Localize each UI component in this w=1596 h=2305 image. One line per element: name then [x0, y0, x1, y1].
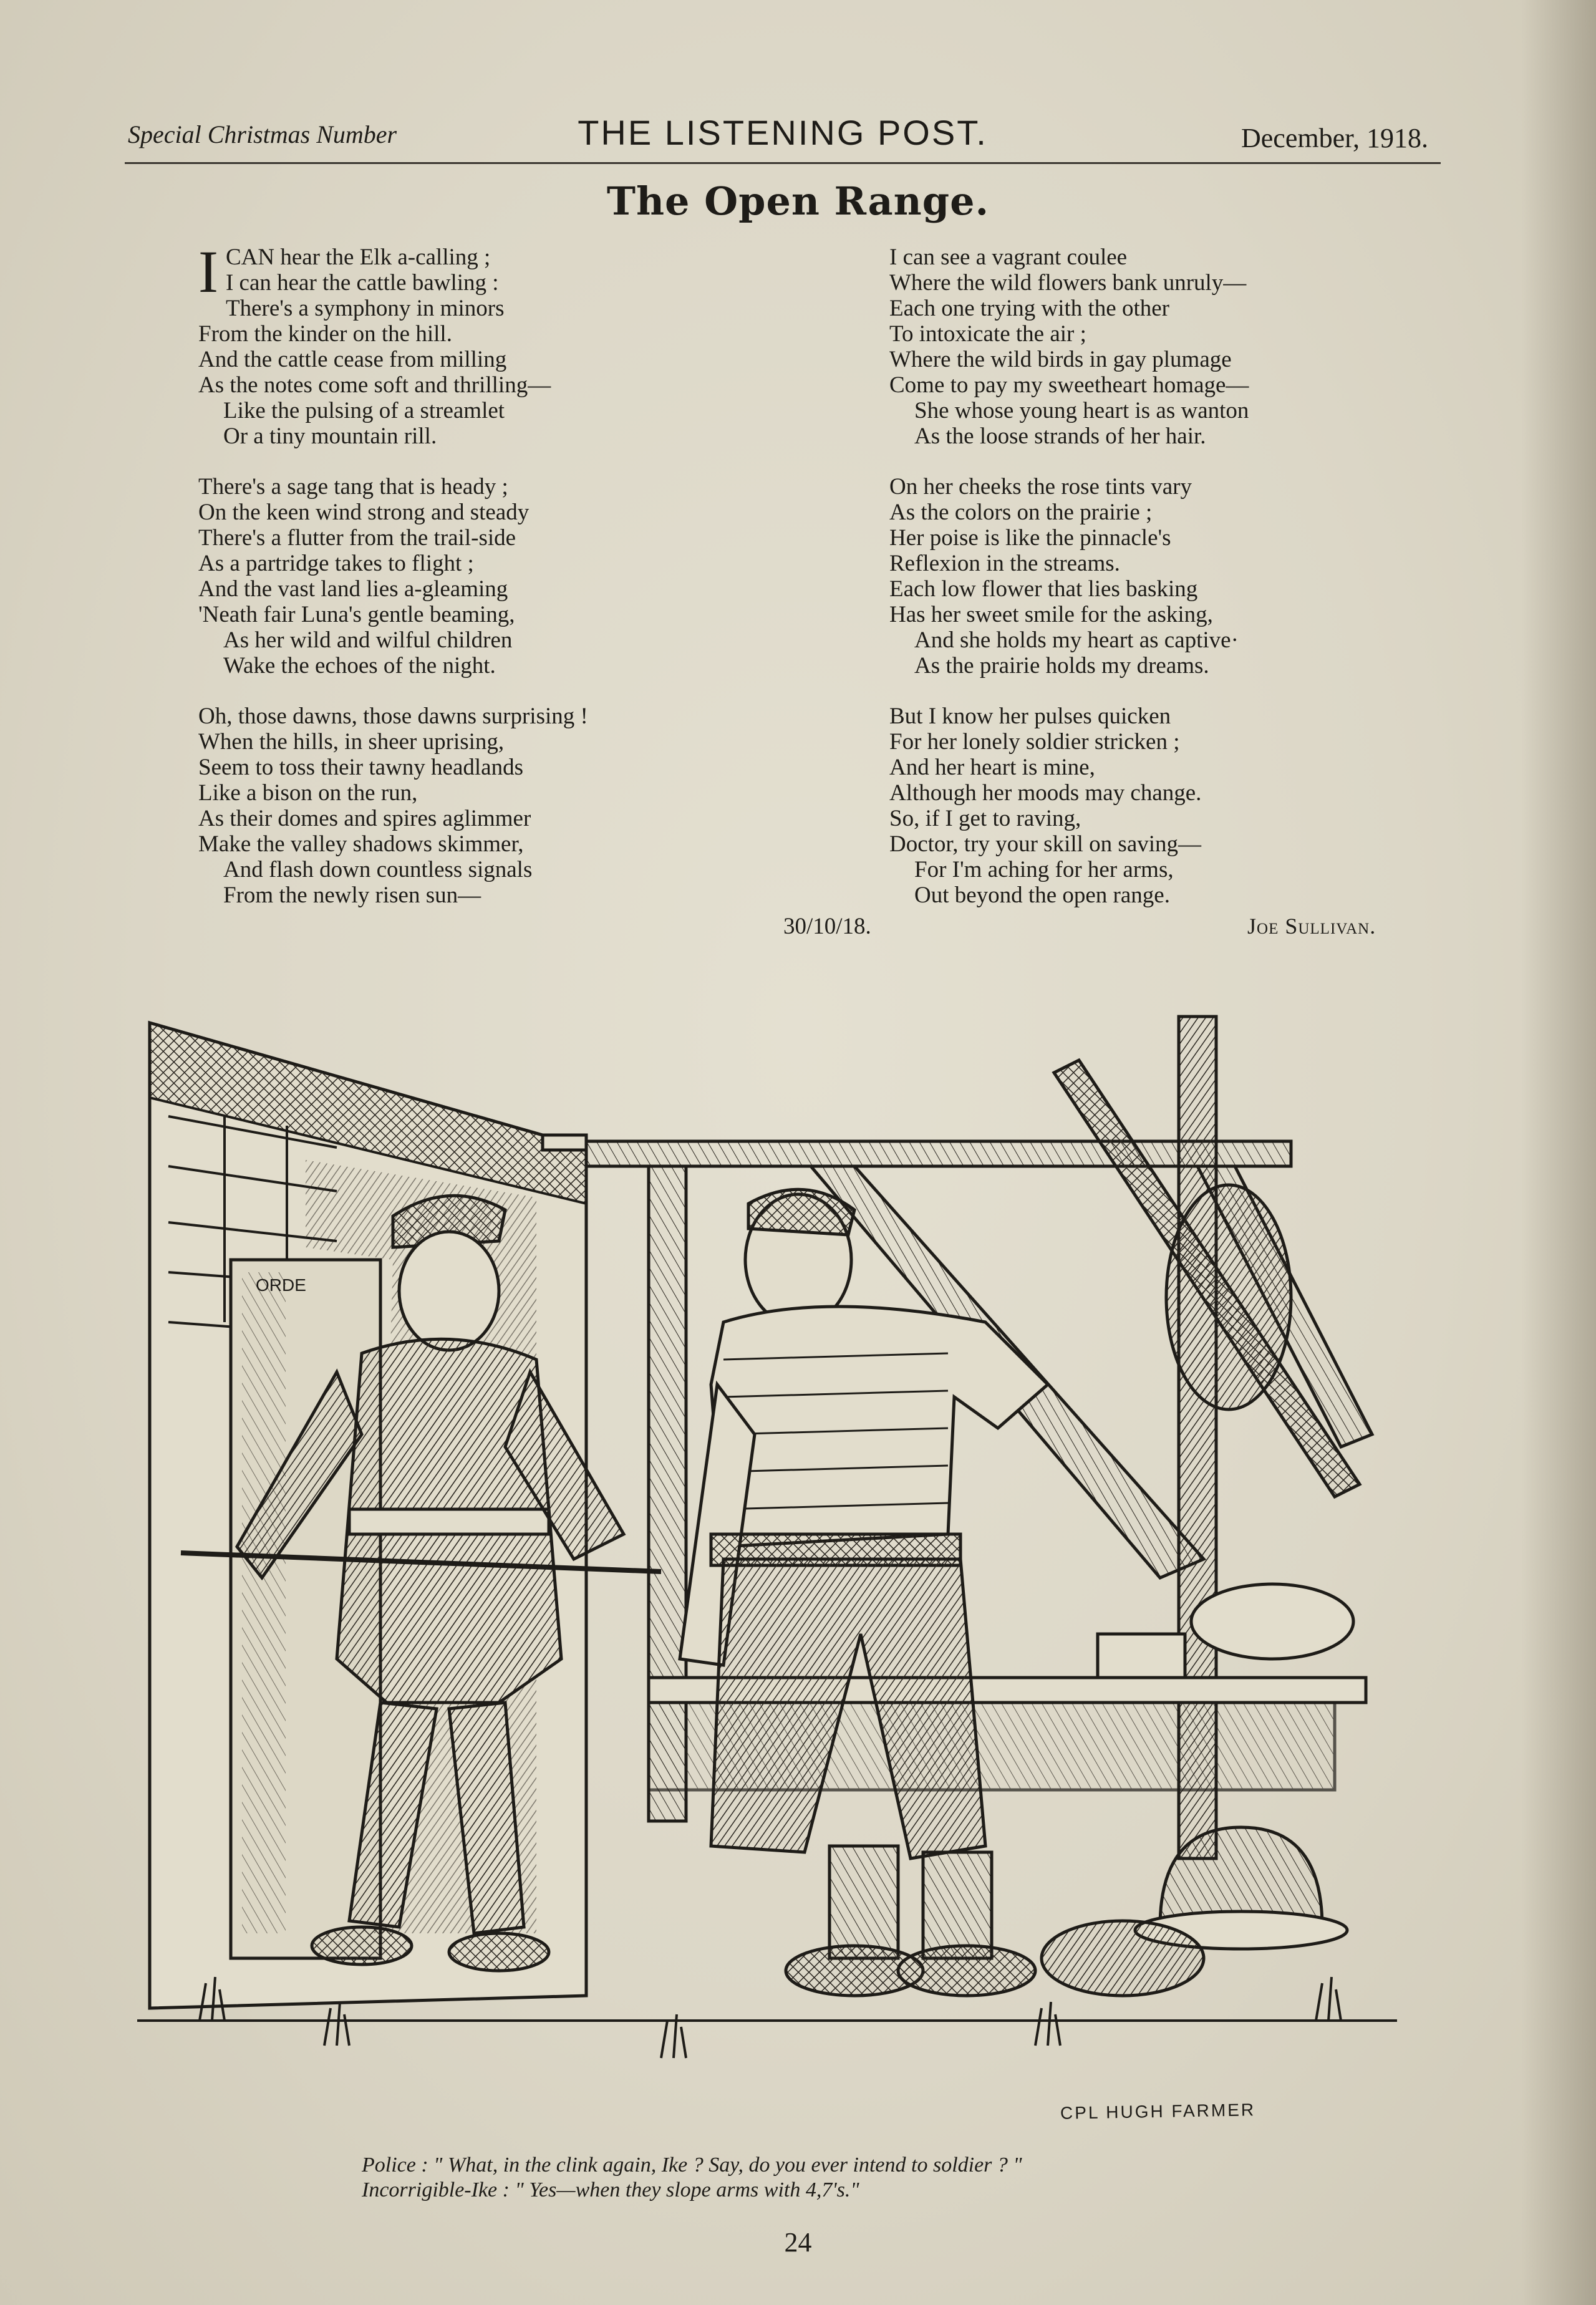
- poem-left-column: [198, 238, 722, 933]
- poem-line: From the newly risen sun—: [223, 882, 481, 908]
- poem-stanza: [889, 244, 1413, 449]
- poem-title: The Open Range.: [606, 178, 990, 224]
- page-number: 24: [784, 2227, 812, 2258]
- caption-speaker: Police :: [362, 2153, 428, 2177]
- poem-line: Although her moods may change.: [889, 780, 1202, 806]
- poem-line: Each low flower that lies basking: [889, 576, 1198, 602]
- prisoner-figure: [680, 1189, 1048, 1996]
- poem-line: On her cheeks the rose tints vary: [889, 474, 1192, 500]
- poem-line: And her heart is mine,: [889, 755, 1095, 780]
- poem-line: There's a sage tang that is heady ;: [198, 474, 508, 500]
- poem-line: When the hills, in sheer uprising,: [198, 729, 505, 755]
- poem-line: And the cattle cease from milling: [198, 347, 507, 372]
- poem-stanza: [198, 474, 722, 679]
- poem-line: On the keen wind strong and steady: [198, 500, 530, 525]
- poem-line: Doctor, try your skill on saving—: [889, 831, 1202, 857]
- poem-stanza: [889, 474, 1413, 679]
- poem-stanza: [198, 703, 722, 908]
- poem-line: As the notes come soft and thrilling—: [198, 372, 551, 398]
- page-spine-shadow: [1521, 0, 1596, 2305]
- poem-line: As the prairie holds my dreams.: [914, 653, 1209, 679]
- poem-line: Where the wild birds in gay plumage: [889, 347, 1232, 372]
- poem-line: But I know her pulses quicken: [889, 703, 1171, 729]
- caption-line: [362, 2178, 1022, 2203]
- drop-cap: I: [198, 238, 218, 305]
- poem-line: As a partridge takes to flight ;: [198, 551, 474, 576]
- poem-line: Out beyond the open range.: [914, 882, 1170, 908]
- poem-line: Come to pay my sweetheart homage—: [889, 372, 1249, 398]
- poem-line: 'Neath fair Luna's gentle beaming,: [198, 602, 515, 627]
- poem-line: As their domes and spires aglimmer: [198, 806, 531, 831]
- poem-line: As the loose strands of her hair.: [914, 423, 1206, 449]
- poem-stanza: [198, 238, 722, 449]
- poem-line: And flash down countless signals: [223, 857, 533, 882]
- poem-line: Like a bison on the run,: [198, 780, 418, 806]
- poem-line: For I'm aching for her arms,: [914, 857, 1174, 882]
- poem-stanza: [889, 703, 1413, 908]
- poem-line: Has her sweet smile for the asking,: [889, 602, 1213, 627]
- poem-line: As her wild and wilful children: [223, 627, 513, 653]
- poem-line: Like the pulsing of a streamlet: [223, 398, 505, 423]
- poem-line: She whose young heart is as wanton: [914, 398, 1249, 423]
- poem-line: Seem to toss their tawny headlands: [198, 755, 523, 780]
- poem-line: And she holds my heart as captive·: [914, 627, 1239, 653]
- poem-line: So, if I get to raving,: [889, 806, 1081, 831]
- poem-line: And the vast land lies a-gleaming: [198, 576, 508, 602]
- door-sign: ORDE: [256, 1275, 306, 1295]
- poem-line: I can see a vagrant coulee: [889, 244, 1128, 270]
- poem-author: Joe Sullivan.: [1247, 914, 1376, 939]
- poem-line: Make the valley shadows skimmer,: [198, 831, 524, 857]
- caption-speaker: Incorrigible-Ike :: [362, 2178, 510, 2201]
- poem-line: Her poise is like the pinnacle's: [889, 525, 1171, 551]
- poem-line: Where the wild flowers bank unruly—: [889, 270, 1247, 296]
- header-masthead: THE LISTENING POST.: [578, 113, 988, 152]
- poem-line: Wake the echoes of the night.: [223, 653, 496, 679]
- caption-text: " Yes—when they slope arms with 4,7's.": [515, 2178, 859, 2201]
- helmet-and-pack: [1042, 1827, 1347, 1996]
- caption-line: [362, 2153, 1022, 2178]
- poem-line: Reflexion in the streams.: [889, 551, 1120, 576]
- poem-right-column: [889, 244, 1413, 933]
- poem-line: For her lonely soldier stricken ;: [889, 729, 1180, 755]
- poem-line: From the kinder on the hill.: [198, 321, 452, 347]
- poem-line: I can hear the cattle bawling :: [225, 270, 499, 296]
- poem-line: CAN hear the Elk a-calling ;: [225, 244, 491, 270]
- artist-signature: CPL HUGH FARMER: [1060, 2100, 1256, 2123]
- poem-line: Each one trying with the other: [889, 296, 1170, 321]
- poem-line: Oh, those dawns, those dawns surprising !: [198, 703, 588, 729]
- poem-line: There's a symphony in minors: [225, 296, 505, 321]
- poem-line: Or a tiny mountain rill.: [223, 423, 437, 449]
- poem-date: 30/10/18.: [783, 914, 871, 939]
- poem-line: As the colors on the prairie ;: [889, 500, 1153, 525]
- cartoon-illustration: [100, 998, 1410, 2120]
- page-header: [125, 112, 1441, 164]
- caption-text: " What, in the clink again, Ike ? Say, do you ever intend to soldier ? ": [433, 2153, 1022, 2177]
- header-date: December, 1918.: [1241, 123, 1428, 153]
- header-edition: Special Christmas Number: [128, 120, 397, 148]
- poem-line: There's a flutter from the trail-side: [198, 525, 516, 551]
- cartoon-caption: [362, 2153, 1022, 2203]
- poem-line: To intoxicate the air ;: [889, 321, 1086, 347]
